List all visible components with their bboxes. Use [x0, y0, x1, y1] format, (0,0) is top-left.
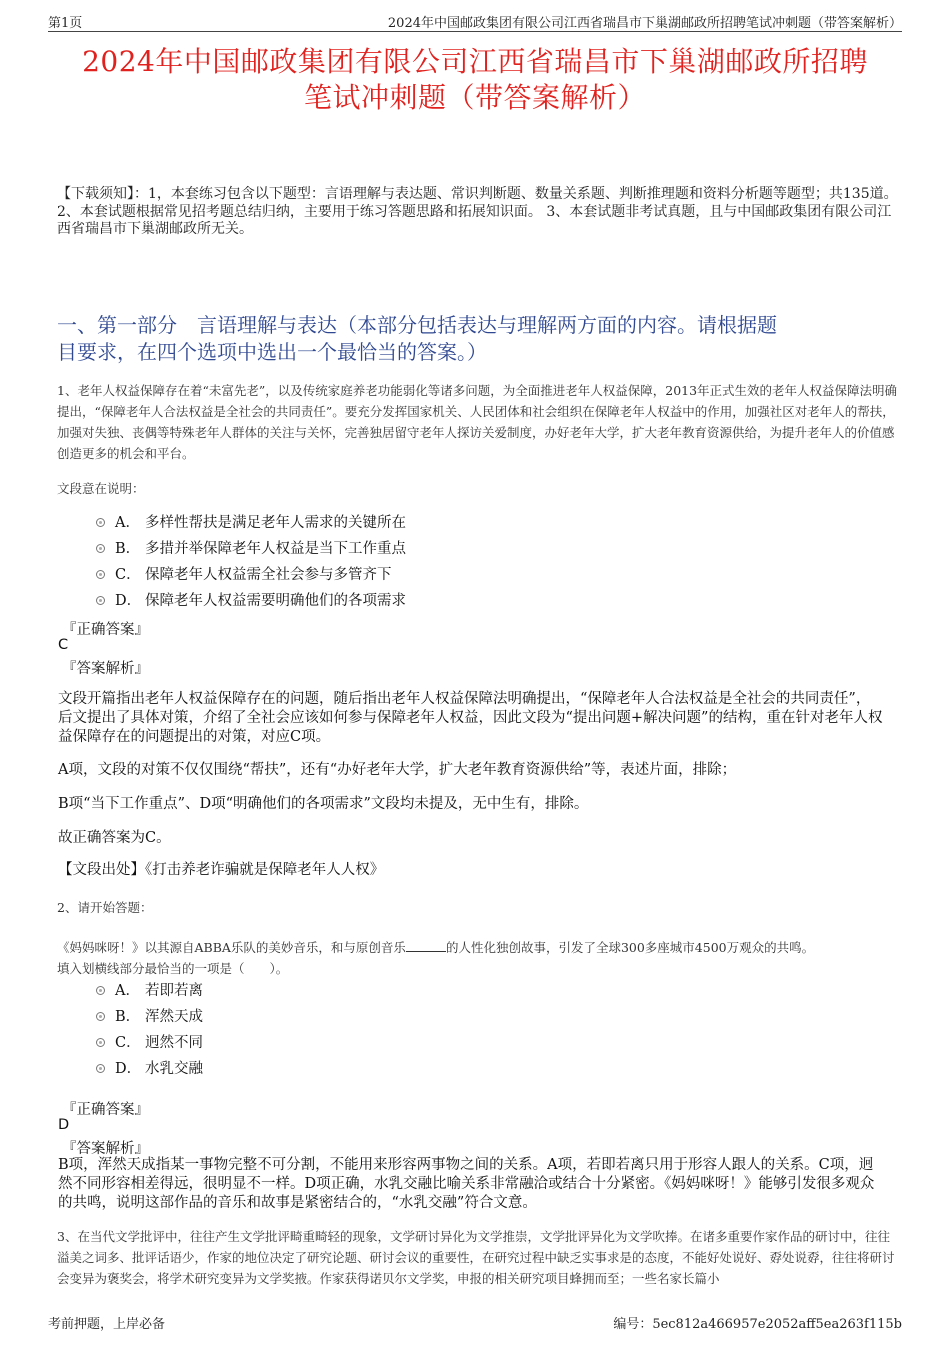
q1-source: 【文段出处】《打击养老诈骗就是保障老年人人权》 [58, 862, 385, 878]
option-letter: A． [115, 982, 140, 999]
option-text: 保障老年人权益需要明确他们的各项需求 [145, 592, 406, 609]
section-heading [57, 312, 899, 366]
option-letter: B． [115, 1008, 141, 1025]
option-letter: C． [115, 1034, 141, 1051]
section-heading-line1: 一、第一部分 言语理解与表达（本部分包括表达与理解两方面的内容。请根据题 [57, 313, 777, 337]
fill-blank [406, 941, 446, 952]
page-title-line1: 2024年中国邮政集团有限公司江西省瑞昌市下巢湖邮政所招聘 [82, 45, 868, 78]
radio-icon[interactable] [96, 1012, 105, 1021]
option-letter: D． [115, 592, 142, 609]
q2-text-before: 《妈妈咪呀！》以其源自ABBA乐队的美妙音乐，和与原创音乐 [57, 940, 406, 955]
radio-icon[interactable] [96, 570, 105, 579]
option-letter: B． [115, 540, 141, 557]
q2-option-c[interactable] [96, 1028, 203, 1054]
q3-stem: 3、在当代文学批评中，往往产生文学批评畸重畸轻的现象，文学研讨异化为文学推崇，文学批评异化为文学吹捧。在诸多重要作家作品的研讨中，往往溢美之词多、批评话语少，作家的地位决定了研究论题、研讨会议的重要性，在研究过程中缺乏实事求是的态度，不能好处说好、孬处说孬，往往将研讨会变异为褒奖会，将学术研究变异为文学奖掖。作家获得诺贝尔文学奖，申报的相关研究项目蜂拥而至；一些名家长篇小 [57, 1229, 895, 1286]
header-divider [48, 31, 902, 32]
radio-icon[interactable] [96, 518, 105, 527]
q1-analysis-p4: 故正确答案为C。 [58, 830, 171, 846]
q1-option-a[interactable] [96, 508, 406, 534]
q2-stem: 2、请开始答题： [57, 900, 153, 915]
option-text: 多措并举保障老年人权益是当下工作重点 [145, 540, 406, 557]
section-heading-line2: 目要求，在四个选项中选出一个最恰当的答案。） [57, 340, 487, 364]
q2-options [96, 976, 203, 1080]
q2-answer-label: 『正确答案』 [62, 1102, 149, 1118]
footer-doc-id: 编号：5ec812a466957e2052aff5ea263f115b [613, 1317, 902, 1332]
q2-option-d[interactable] [96, 1054, 203, 1080]
q2-answer-value: D [58, 1117, 70, 1133]
option-text: 浑然天成 [145, 1008, 203, 1025]
q1-analysis-p3: B项“当下工作重点”、D项“明确他们的各项需求”文段均未提及，无中生有，排除。 [58, 796, 589, 812]
radio-icon[interactable] [96, 544, 105, 553]
page-number: 第1页 [48, 16, 83, 31]
option-letter: D． [115, 1060, 142, 1077]
q1-option-c[interactable] [96, 560, 406, 586]
option-text: 迥然不同 [145, 1034, 203, 1051]
q1-analysis-p1: 文段开篇指出老年人权益保障存在的问题，随后指出老年人权益保障法明确提出，“保障老年人合法权益是全社会的共同责任”，后文提出了具体对策，介绍了全社会应该如何参与保障老年人权益，因此文段为“提出问题+解决问题”的结构，重在针对老年人权益保障存在的问题提出的对策，对应C项。 [58, 691, 883, 745]
radio-icon[interactable] [96, 1064, 105, 1073]
radio-icon[interactable] [96, 986, 105, 995]
option-letter: C． [115, 566, 141, 583]
q1-analysis-label: 『答案解析』 [62, 661, 149, 677]
option-text: 多样性帮扶是满足老年人需求的关键所在 [145, 514, 406, 531]
page-title-line2: 笔试冲刺题（带答案解析） [303, 81, 646, 114]
q1-answer-value: C [58, 637, 69, 653]
option-letter: A． [115, 514, 140, 531]
q2-analysis-label: 『答案解析』 [62, 1141, 149, 1157]
footer-slogan: 考前押题，上岸必备 [48, 1317, 166, 1332]
option-text: 若即若离 [145, 982, 203, 999]
radio-icon[interactable] [96, 1038, 105, 1047]
q2-prompt: 填入划横线部分最恰当的一项是（ ）。 [57, 961, 289, 976]
q1-prompt: 文段意在说明： [57, 481, 145, 496]
q1-option-d[interactable] [96, 586, 406, 612]
q2-option-b[interactable] [96, 1002, 203, 1028]
header-doc-title: 2024年中国邮政集团有限公司江西省瑞昌市下巢湖邮政所招聘笔试冲刺题（带答案解析） [387, 16, 902, 31]
option-text: 保障老年人权益需全社会参与多管齐下 [145, 566, 392, 583]
q1-option-b[interactable] [96, 534, 406, 560]
q2-analysis: B项，浑然天成指某一事物完整不可分割，不能用来形容两事物之间的关系。A项，若即若离只用于形容人跟人的关系。C项，迥然不同形容相差得远，很明显不一样。D项正确，水乳交融比喻关系非常融洽或结合十分紧密。《妈妈咪呀！》能够引发很多观众的共鸣，说明这部作品的音乐和故事是紧密结合的，“水乳交融”符合文意。 [58, 1157, 875, 1211]
q1-analysis-p2: A项，文段的对策不仅仅围绕“帮扶”，还有“办好老年大学，扩大老年教育资源供给”等，表述片面，排除； [58, 762, 737, 778]
q2-text-after: 的人性化独创故事，引发了全球300多座城市4500万观众的共鸣。 [445, 940, 815, 955]
q1-stem: 1、老年人权益保障存在着“未富先老”，以及传统家庭养老功能弱化等诸多问题，为全面推进老年人权益保障，2013年正式生效的老年人权益保障法明确提出，“保障老年人合法权益是全社会的共同责任”。要充分发挥国家机关、人民团体和社会组织在保障老年人权益中的作用，加强社区对老年人的帮扶，加强对失独、丧偶等特殊老年人群体的关注与关怀，完善独居留守老年人探访关爱制度，办好老年大学，扩大老年教育资源供给，为提升老年人的价值感创造更多的机会和平台。 [57, 383, 898, 461]
page-title [40, 44, 910, 116]
option-text: 水乳交融 [145, 1060, 203, 1077]
q2-text [57, 937, 902, 958]
download-notice: 【下载须知】：1，本套练习包含以下题型：言语理解与表达题、常识判断题、数量关系题、判断推理题和资料分析题等题型；共135道。 2、本套试题根据常见招考题总结归纳，主要用于练习答题思路和拓展知识面。 3、本套试题非考试真题，且与中国邮政集团有限公司江西省瑞昌市下巢湖邮政所无关。 [57, 186, 898, 237]
radio-icon[interactable] [96, 596, 105, 605]
q2-option-a[interactable] [96, 976, 203, 1002]
q1-options [96, 508, 406, 612]
q1-answer-label: 『正确答案』 [62, 622, 149, 638]
